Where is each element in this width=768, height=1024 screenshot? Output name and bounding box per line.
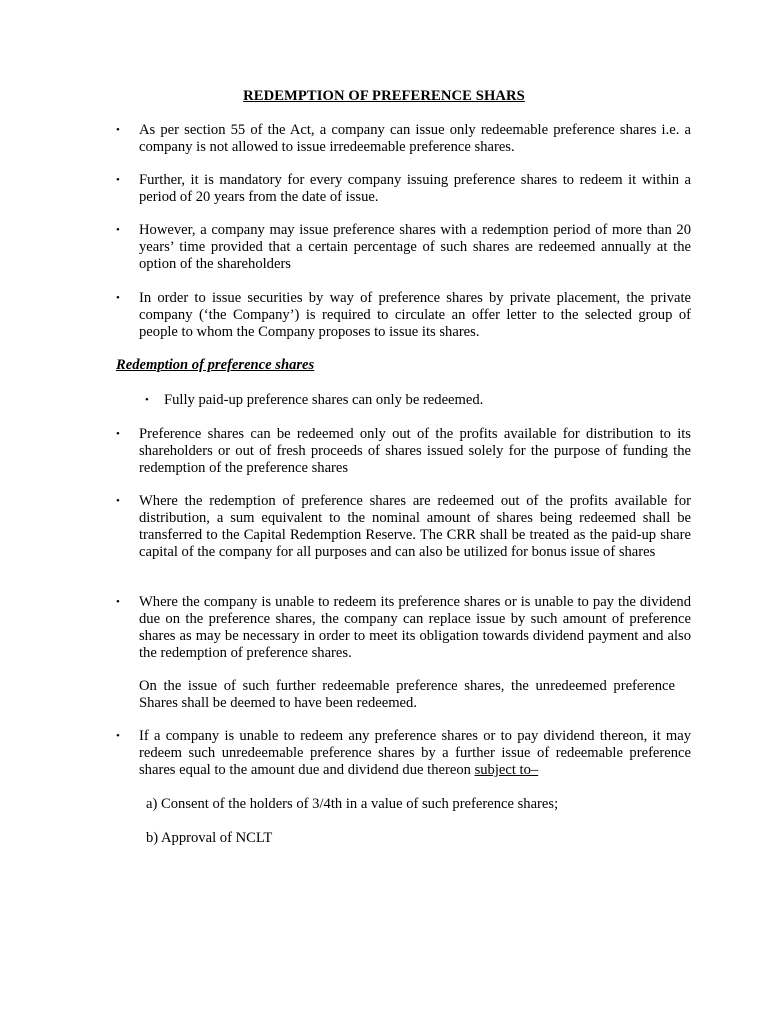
section-heading: Redemption of preference shares	[116, 357, 315, 373]
bullet-icon: •	[116, 596, 120, 608]
list-item-text: Preference shares can be redeemed only out of the profits available for distribution to its shareholders or out of fresh proceeds of shares issued solely for the purpose of funding the redemption of the preference shares	[139, 426, 691, 476]
bullet-icon: •	[116, 428, 120, 440]
bullet-icon: •	[116, 174, 120, 186]
list-item-text: However, a company may issue preference shares with a redemption period of more than 20 years’ time provided that a certain percentage of such shares are redeemed annually at the option of the shareholders	[139, 222, 691, 272]
bullet-icon: •	[116, 224, 120, 236]
list-item-text	[139, 728, 691, 779]
condition-item: a) Consent of the holders of 3/4th in a value of such preference shares;	[146, 796, 559, 812]
bullet-icon: •	[116, 495, 120, 507]
list-item-text: In order to issue securities by way of preference shares by private placement, the private company (‘the Company’) is required to circulate an offer letter to the selected group of people to whom the Company proposes to issue its shares.	[139, 290, 691, 340]
paragraph: On the issue of such further redeemable preference shares, the unredeemed preference Shares shall be deemed to have been redeemed.	[139, 678, 675, 711]
bullet-icon: •	[145, 394, 149, 406]
list-item-text: Where the redemption of preference shares are redeemed out of the profits available for distribution, a sum equivalent to the nominal amount of shares being redeemed shall be transferred to the Capital Redemption Reserve. The CRR shall be treated as the paid-up share capital of the company for all purposes and can also be utilized for bonus issue of shares	[139, 493, 691, 560]
bullet-icon: •	[116, 124, 120, 136]
list-item-text: Further, it is mandatory for every company issuing preference shares to redeem it within a period of 20 years from the date of issue.	[139, 172, 691, 205]
subject-to-text: subject to–	[474, 762, 539, 778]
bullet-icon: •	[116, 730, 120, 742]
list-item-text-main: If a company is unable to redeem any preference shares or to pay dividend thereon, it may redeem such unredeemable preference shares by a further issue of redeemable preference shares equal to the amount due and dividend due thereon	[139, 728, 691, 778]
list-item-text: Fully paid-up preference shares can only be redeemed.	[164, 392, 484, 408]
list-item-text: Where the company is unable to redeem its preference shares or is unable to pay the dividend due on the preference shares, the company can replace issue by such amount of preference shares as may be necessary in order to meet its obligation towards dividend payment and also the redemption of preference shares.	[139, 594, 691, 661]
document-title: REDEMPTION OF PREFERENCE SHARS	[243, 88, 525, 104]
bullet-icon: •	[116, 292, 120, 304]
list-item-text: As per section 55 of the Act, a company can issue only redeemable preference shares i.e. a company is not allowed to issue irredeemable preference shares.	[139, 122, 691, 155]
condition-item: b) Approval of NCLT	[146, 830, 273, 846]
